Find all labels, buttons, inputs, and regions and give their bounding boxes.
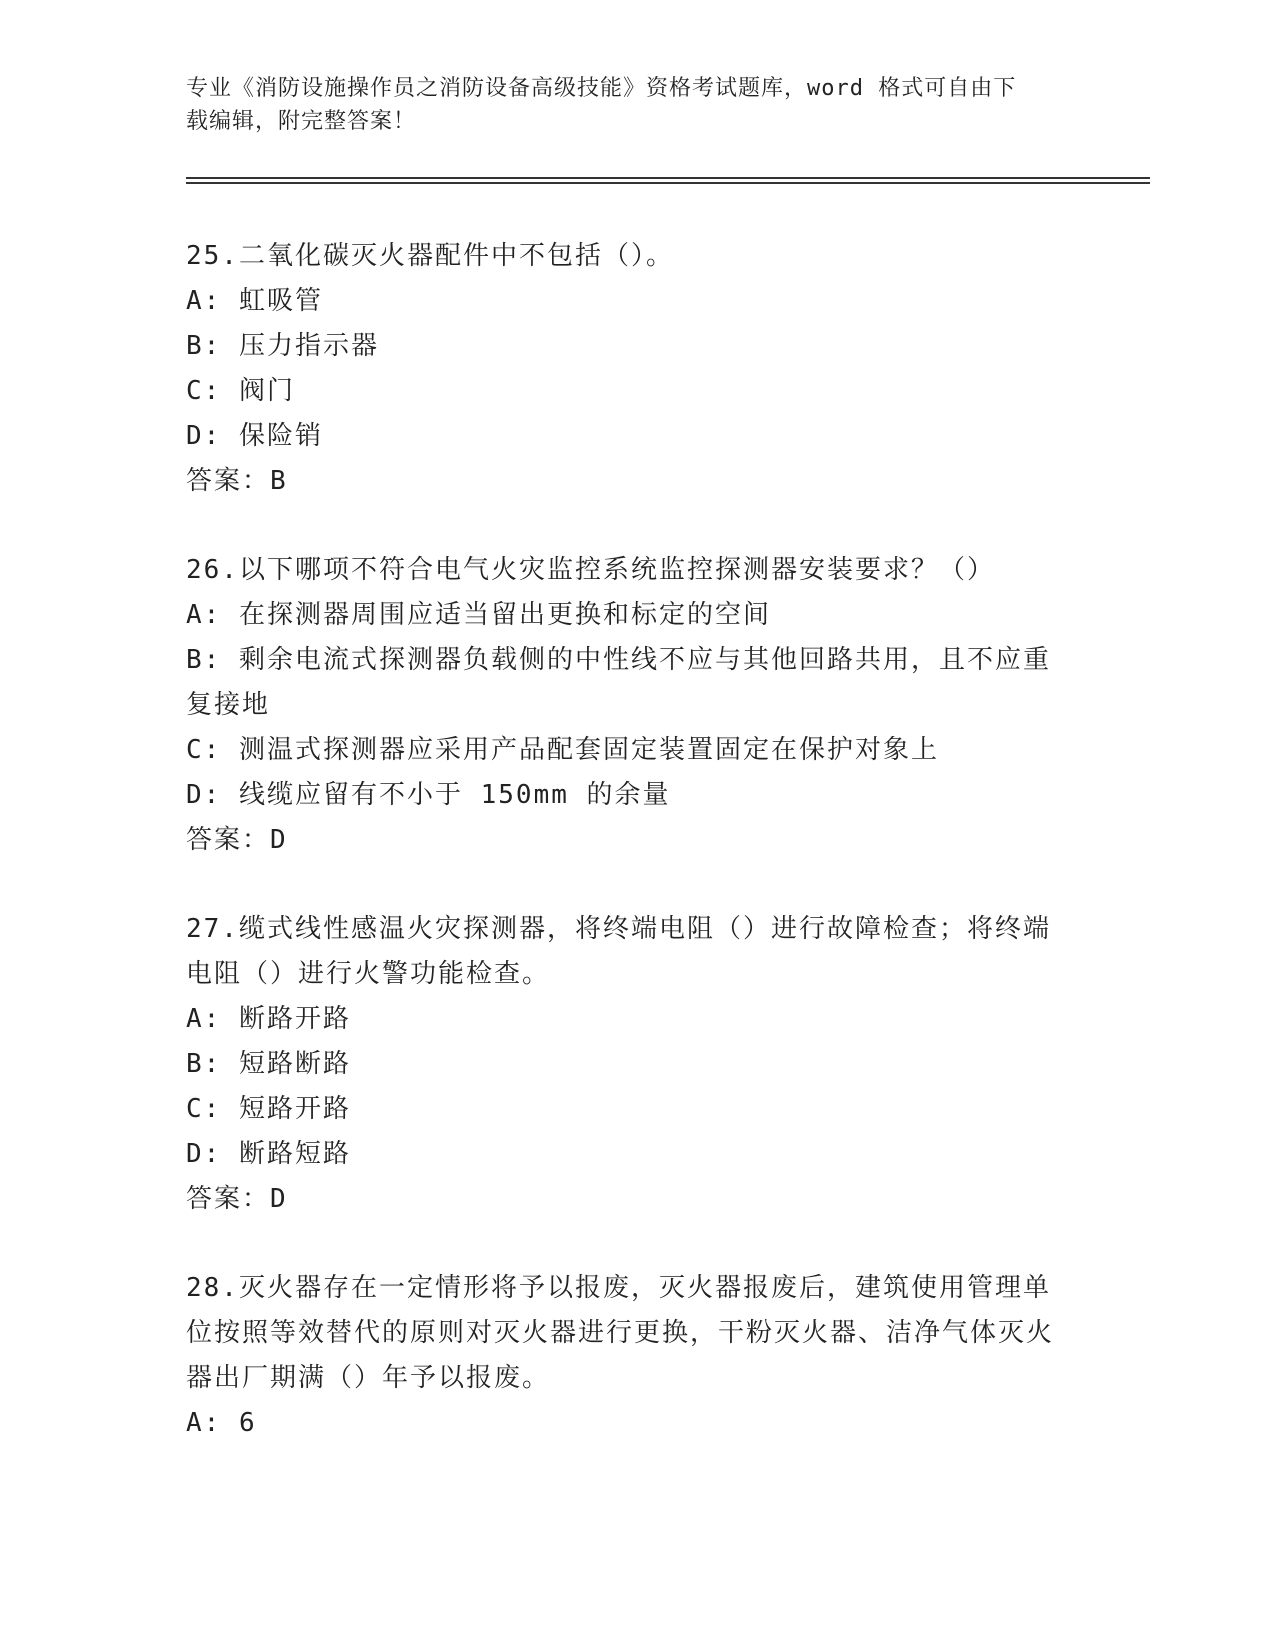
answer: 答案：D: [186, 825, 288, 855]
header-line-2: 载编辑，附完整答案！: [186, 109, 417, 134]
question-list: [186, 234, 1066, 1490]
answer: 答案：D: [186, 1184, 288, 1214]
header-divider-bottom: [186, 182, 1150, 184]
option-a: A: 虹吸管: [186, 286, 323, 316]
question-text: 28.灭火器存在一定情形将予以报废，灭火器报废后，建筑使用管理单位按照等效替代的原则对灭火器进行更换，干粉灭火器、洁净气体灭火器出厂期满（）年予以报废。: [186, 1273, 1055, 1393]
question-text: 27.缆式线性感温火灾探测器，将终端电阻（）进行故障检查；将终端电阻（）进行火警功能检查。: [186, 914, 1051, 989]
question-text: 26.以下哪项不符合电气火灾监控系统监控探测器安装要求？（）: [186, 555, 995, 585]
question-27: [186, 907, 1066, 1222]
answer: 答案：B: [186, 466, 288, 496]
option-c: C: 短路开路: [186, 1094, 351, 1124]
header-line-1: 专业《消防设施操作员之消防设备高级技能》资格考试题库，word 格式可自由下: [186, 76, 1017, 101]
question-26: [186, 548, 1066, 863]
option-b: B: 短路断路: [186, 1049, 351, 1079]
option-b: B: 压力指示器: [186, 331, 379, 361]
option-d: D: 断路短路: [186, 1139, 351, 1169]
header-divider-top: [186, 177, 1150, 179]
option-d: D: 保险销: [186, 421, 323, 451]
question-text: 25.二氧化碳灭火器配件中不包括（）。: [186, 241, 674, 271]
question-25: [186, 234, 1066, 504]
option-c: C: 测温式探测器应采用产品配套固定装置固定在保护对象上: [186, 735, 939, 765]
option-c: C: 阀门: [186, 376, 295, 406]
option-a: A: 6: [186, 1408, 257, 1438]
option-b: B: 剩余电流式探测器负载侧的中性线不应与其他回路共用，且不应重复接地: [186, 645, 1051, 720]
document-header: [186, 72, 1066, 138]
question-28: [186, 1266, 1066, 1446]
option-d: D: 线缆应留有不小于 150mm 的余量: [186, 780, 671, 810]
option-a: A: 断路开路: [186, 1004, 351, 1034]
option-a: A: 在探测器周围应适当留出更换和标定的空间: [186, 600, 771, 630]
